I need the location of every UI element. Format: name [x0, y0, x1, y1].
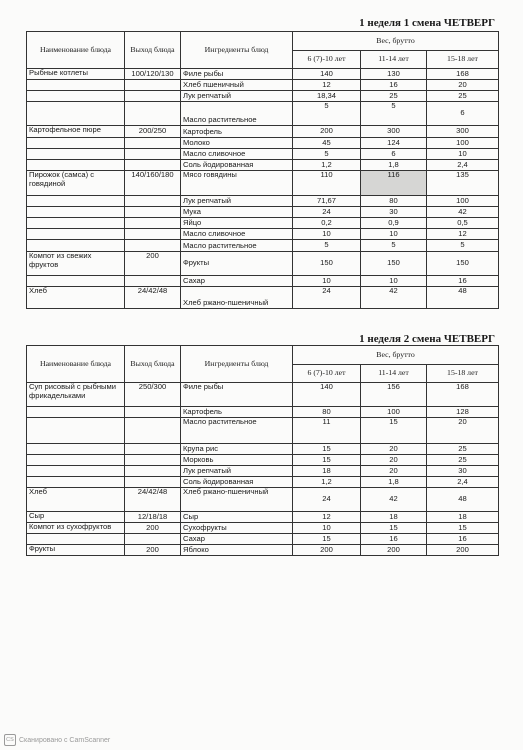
dish-name [27, 102, 125, 126]
dish-output [125, 240, 181, 252]
header-age-15-18: 15-18 лет [427, 365, 499, 383]
weight-15-18: 18 [427, 512, 499, 523]
weight-6-10: 5 [293, 240, 361, 252]
ingredient: Молоко [181, 138, 293, 149]
dish-name: Сыр [27, 512, 125, 523]
ingredient: Сыр [181, 512, 293, 523]
dish-name: Хлеб [27, 488, 125, 512]
weight-6-10: 15 [293, 534, 361, 545]
dish-output [125, 207, 181, 218]
dish-output: 140/160/180 [125, 171, 181, 196]
weight-11-14: 20 [361, 455, 427, 466]
dish-name [27, 276, 125, 287]
weight-11-14: 1,8 [361, 477, 427, 488]
ingredient: Мясо говядины [181, 171, 293, 196]
dish-name [27, 477, 125, 488]
weight-15-18: 135 [427, 171, 499, 196]
dish-output [125, 149, 181, 160]
dish-output [125, 534, 181, 545]
weight-11-14: 10 [361, 276, 427, 287]
header-output: Выход блюда [125, 346, 181, 383]
table-row [27, 102, 499, 126]
dish-output [125, 91, 181, 102]
weight-6-10: 1,2 [293, 160, 361, 171]
dish-name [27, 455, 125, 466]
dish-name [27, 80, 125, 91]
weight-11-14: 124 [361, 138, 427, 149]
weight-11-14: 16 [361, 534, 427, 545]
ingredient: Хлеб ржано-пшеничный [181, 287, 293, 309]
table-row [27, 523, 499, 534]
weight-11-14: 15 [361, 523, 427, 534]
ingredient: Масло растительное [181, 240, 293, 252]
weight-6-10: 10 [293, 523, 361, 534]
menu-table-shift-1 [26, 31, 499, 309]
dish-output: 250/300 [125, 383, 181, 407]
table-row [27, 407, 499, 418]
ingredient: Соль йодированная [181, 160, 293, 171]
weight-6-10: 12 [293, 512, 361, 523]
header-ingredients: Ингредиенты блюд [181, 346, 293, 383]
table-row [27, 466, 499, 477]
weight-11-14: 16 [361, 80, 427, 91]
table-row [27, 80, 499, 91]
dish-name [27, 138, 125, 149]
dish-name [27, 418, 125, 444]
weight-15-18: 5 [427, 240, 499, 252]
table-row [27, 287, 499, 309]
weight-15-18: 15 [427, 523, 499, 534]
dish-name [27, 207, 125, 218]
weight-15-18: 6 [427, 102, 499, 126]
ingredient: Лук репчатый [181, 91, 293, 102]
weight-6-10: 140 [293, 383, 361, 407]
weight-15-18: 25 [427, 444, 499, 455]
weight-11-14: 116 [361, 171, 427, 196]
header-dish: Наименование блюда [27, 346, 125, 383]
weight-6-10: 15 [293, 455, 361, 466]
dish-name [27, 229, 125, 240]
dish-output [125, 218, 181, 229]
weight-6-10: 200 [293, 545, 361, 556]
dish-name: Хлеб [27, 287, 125, 309]
weight-6-10: 18,34 [293, 91, 361, 102]
table-row [27, 126, 499, 138]
table-row [27, 171, 499, 196]
ingredient: Филе рыбы [181, 69, 293, 80]
ingredient: Сахар [181, 534, 293, 545]
ingredient: Лук репчатый [181, 466, 293, 477]
header-output: Выход блюда [125, 32, 181, 69]
dish-output [125, 466, 181, 477]
weight-6-10: 24 [293, 287, 361, 309]
weight-6-10: 5 [293, 102, 361, 126]
table-row [27, 418, 499, 444]
weight-11-14: 80 [361, 196, 427, 207]
header-age-11-14: 11-14 лет [361, 365, 427, 383]
weight-11-14: 150 [361, 252, 427, 276]
header-ingredients: Ингредиенты блюд [181, 32, 293, 69]
table1-heading: 1 неделя 1 смена ЧЕТВЕРГ [359, 17, 495, 29]
weight-11-14: 5 [361, 102, 427, 126]
table-row [27, 488, 499, 512]
weight-11-14: 15 [361, 418, 427, 444]
weight-6-10: 18 [293, 466, 361, 477]
weight-15-18: 168 [427, 69, 499, 80]
dish-name [27, 218, 125, 229]
weight-11-14: 300 [361, 126, 427, 138]
scanner-caption: Сканировано с CamScanner [19, 736, 111, 744]
weight-15-18: 25 [427, 91, 499, 102]
weight-15-18: 200 [427, 545, 499, 556]
weight-15-18: 10 [427, 149, 499, 160]
weight-11-14: 18 [361, 512, 427, 523]
weight-11-14: 42 [361, 488, 427, 512]
weight-11-14: 30 [361, 207, 427, 218]
weight-6-10: 10 [293, 229, 361, 240]
ingredient: Яйцо [181, 218, 293, 229]
weight-15-18: 300 [427, 126, 499, 138]
dish-name [27, 534, 125, 545]
header-age-11-14: 11-14 лет [361, 51, 427, 69]
dish-output [125, 80, 181, 91]
dish-name: Картофельное пюре [27, 126, 125, 138]
dish-name: Пирожок (самса) с говядиной [27, 171, 125, 196]
dish-output: 200 [125, 545, 181, 556]
weight-11-14: 20 [361, 466, 427, 477]
header-weight: Вес, брутто [293, 32, 499, 51]
dish-output [125, 160, 181, 171]
table-row [27, 545, 499, 556]
weight-11-14: 200 [361, 545, 427, 556]
table-row [27, 455, 499, 466]
ingredient: Картофель [181, 407, 293, 418]
table-row [27, 383, 499, 407]
weight-15-18: 48 [427, 287, 499, 309]
dish-output [125, 229, 181, 240]
table-row [27, 512, 499, 523]
dish-output [125, 455, 181, 466]
table-row [27, 477, 499, 488]
weight-15-18: 2,4 [427, 477, 499, 488]
weight-6-10: 24 [293, 488, 361, 512]
ingredient: Хлеб пшеничный [181, 80, 293, 91]
weight-6-10: 110 [293, 171, 361, 196]
weight-15-18: 168 [427, 383, 499, 407]
weight-11-14: 130 [361, 69, 427, 80]
weight-11-14: 42 [361, 287, 427, 309]
header-age-6-10: 6 (7)-10 лет [293, 51, 361, 69]
weight-6-10: 140 [293, 69, 361, 80]
header-age-15-18: 15-18 лет [427, 51, 499, 69]
ingredient: Масло растительное [181, 418, 293, 444]
weight-11-14: 5 [361, 240, 427, 252]
ingredient: Крупа рис [181, 444, 293, 455]
dish-name [27, 444, 125, 455]
dish-output: 24/42/48 [125, 488, 181, 512]
ingredient: Мука [181, 207, 293, 218]
table-row [27, 534, 499, 545]
weight-6-10: 15 [293, 444, 361, 455]
dish-output [125, 138, 181, 149]
dish-output: 100/120/130 [125, 69, 181, 80]
dish-name [27, 149, 125, 160]
table-row [27, 207, 499, 218]
weight-15-18: 30 [427, 466, 499, 477]
table-row [27, 138, 499, 149]
weight-6-10: 200 [293, 126, 361, 138]
header-weight: Вес, брутто [293, 346, 499, 365]
ingredient: Сахар [181, 276, 293, 287]
table-row [27, 196, 499, 207]
dish-name [27, 91, 125, 102]
weight-6-10: 71,67 [293, 196, 361, 207]
weight-11-14: 20 [361, 444, 427, 455]
weight-11-14: 100 [361, 407, 427, 418]
dish-output [125, 407, 181, 418]
table-row [27, 149, 499, 160]
ingredient: Масло сливочное [181, 229, 293, 240]
ingredient: Лук репчатый [181, 196, 293, 207]
weight-11-14: 156 [361, 383, 427, 407]
weight-6-10: 150 [293, 252, 361, 276]
dish-name [27, 407, 125, 418]
weight-15-18: 42 [427, 207, 499, 218]
table-row [27, 252, 499, 276]
dish-output [125, 418, 181, 444]
dish-output [125, 276, 181, 287]
weight-15-18: 2,4 [427, 160, 499, 171]
weight-6-10: 12 [293, 80, 361, 91]
weight-15-18: 20 [427, 80, 499, 91]
weight-11-14: 0,9 [361, 218, 427, 229]
dish-name: Суп рисовый с рыбными фрикадельками [27, 383, 125, 407]
weight-15-18: 12 [427, 229, 499, 240]
weight-15-18: 16 [427, 534, 499, 545]
weight-15-18: 25 [427, 455, 499, 466]
header-dish: Наименование блюда [27, 32, 125, 69]
weight-11-14: 1,8 [361, 160, 427, 171]
weight-6-10: 11 [293, 418, 361, 444]
weight-15-18: 150 [427, 252, 499, 276]
weight-11-14: 25 [361, 91, 427, 102]
weight-15-18: 0,5 [427, 218, 499, 229]
ingredient: Хлеб ржано-пшеничный [181, 488, 293, 512]
weight-11-14: 10 [361, 229, 427, 240]
ingredient: Филе рыбы [181, 383, 293, 407]
weight-6-10: 1,2 [293, 477, 361, 488]
dish-output [125, 477, 181, 488]
ingredient: Картофель [181, 126, 293, 138]
ingredient: Сухофрукты [181, 523, 293, 534]
dish-name [27, 240, 125, 252]
dish-output [125, 444, 181, 455]
dish-output: 12/18/18 [125, 512, 181, 523]
weight-15-18: 48 [427, 488, 499, 512]
camscanner-logo-icon: CS [4, 734, 16, 746]
dish-output [125, 102, 181, 126]
dish-name: Компот из свежих фруктов [27, 252, 125, 276]
table-row [27, 69, 499, 80]
weight-6-10: 5 [293, 149, 361, 160]
table2-heading: 1 неделя 2 смена ЧЕТВЕРГ [359, 333, 495, 345]
dish-name: Фрукты [27, 545, 125, 556]
weight-15-18: 100 [427, 196, 499, 207]
weight-15-18: 20 [427, 418, 499, 444]
dish-output [125, 196, 181, 207]
weight-6-10: 80 [293, 407, 361, 418]
dish-name [27, 466, 125, 477]
dish-name [27, 160, 125, 171]
ingredient: Соль йодированная [181, 477, 293, 488]
weight-15-18: 128 [427, 407, 499, 418]
ingredient: Яблоко [181, 545, 293, 556]
weight-11-14: 6 [361, 149, 427, 160]
ingredient: Масло сливочное [181, 149, 293, 160]
dish-output: 200/250 [125, 126, 181, 138]
dish-output: 200 [125, 523, 181, 534]
menu-table-shift-2 [26, 345, 499, 556]
table-row [27, 160, 499, 171]
weight-6-10: 45 [293, 138, 361, 149]
table-row [27, 91, 499, 102]
table-row [27, 240, 499, 252]
weight-15-18: 100 [427, 138, 499, 149]
weight-6-10: 10 [293, 276, 361, 287]
table-row [27, 444, 499, 455]
ingredient: Морковь [181, 455, 293, 466]
weight-6-10: 0,2 [293, 218, 361, 229]
dish-name: Компот из сухофруктов [27, 523, 125, 534]
weight-6-10: 24 [293, 207, 361, 218]
dish-name: Рыбные котлеты [27, 69, 125, 80]
dish-output: 200 [125, 252, 181, 276]
dish-output: 24/42/48 [125, 287, 181, 309]
table-row [27, 276, 499, 287]
camscanner-watermark [4, 734, 110, 746]
ingredient: Фрукты [181, 252, 293, 276]
ingredient: Масло растительное [181, 102, 293, 126]
dish-name [27, 196, 125, 207]
table-row [27, 229, 499, 240]
table-row [27, 218, 499, 229]
weight-15-18: 16 [427, 276, 499, 287]
header-age-6-10: 6 (7)-10 лет [293, 365, 361, 383]
